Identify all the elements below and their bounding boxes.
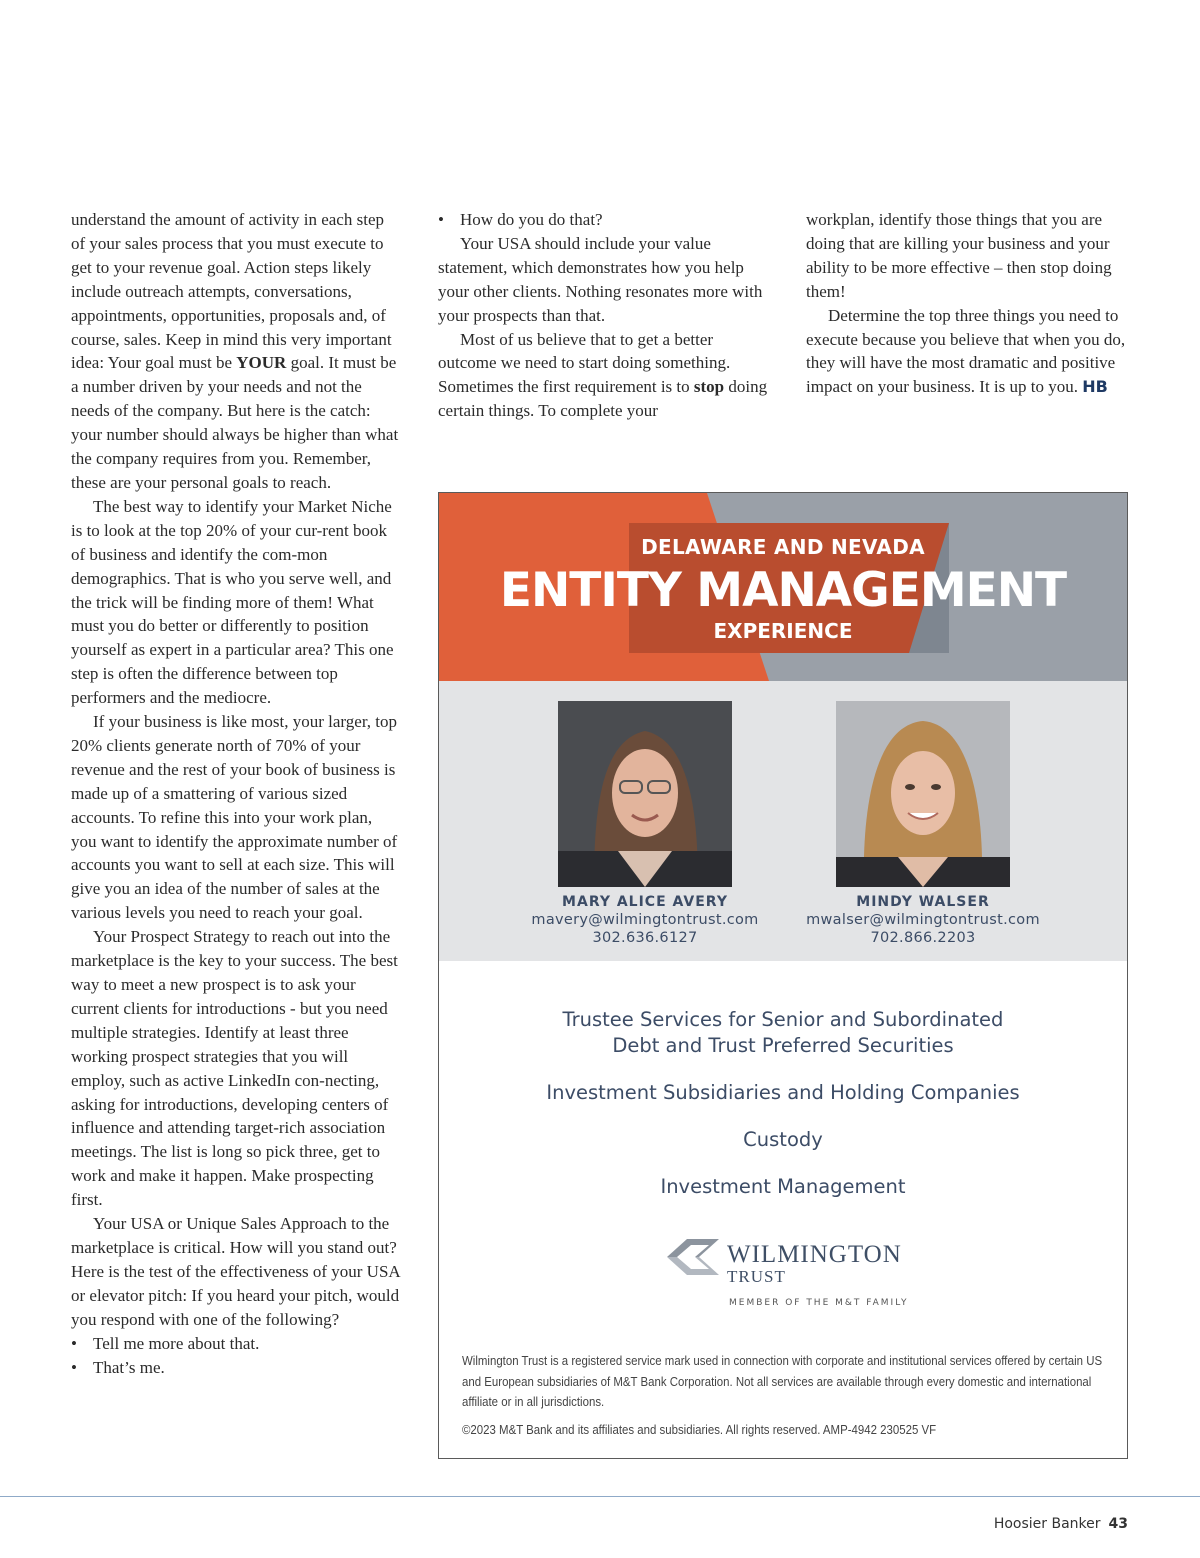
paragraph-value-statement: Your USA should include your value statement, which demonstrates how you help your other clients. Nothing resonates more with your prospects than that. xyxy=(438,233,763,325)
logo-wordmark: WILMINGTON xyxy=(727,1241,902,1268)
disclaimer-text: Wilmington Trust is a registered service mark used in connection with corporate and institutional services offered by certain US and European subsidiaries of M&T Bank Corporation. Not all services are available through every domestic and international affiliate or in all jurisdictions. xyxy=(462,1353,1103,1409)
publication-name: Hoosier Banker xyxy=(993,1516,1101,1532)
services-list xyxy=(439,1007,1127,1221)
paragraph-top-clients: If your business is like most, your larger, top 20% clients generate north of 70% of your revenue and the rest of your book of business is made up of a smattering of various sized accounts. To refine this into your work plan, you want to identify the approximate number of accounts you want to sell at each size. This will give you an idea of the number of sales at the various levels you need to reach your goal. xyxy=(71,712,398,923)
logo-tagline: MEMBER OF THE M&T FAMILY xyxy=(729,1298,909,1308)
contact-phone: 702.866.2203 xyxy=(870,930,976,946)
contact-email[interactable]: mwalser@wilmingtontrust.com xyxy=(806,912,1040,928)
contacts-panel xyxy=(439,681,1127,961)
wilmington-trust-mark-icon xyxy=(665,1237,721,1277)
service-item: Investment Management xyxy=(660,1175,906,1198)
emphasis-stop: stop xyxy=(693,377,725,397)
ad-kicker: DELAWARE AND NEVADA xyxy=(641,535,925,559)
list-item: • How do you do that? xyxy=(438,208,773,232)
paragraph-top-three: Determine the top three things you need to execute because you believe that when you do, they will have the most dramatic and positive impact on your business. It is up to you. HB xyxy=(806,305,1126,397)
copyright-text: ©2023 M&T Bank and its affiliates and subsidiaries. All rights reserved. AMP-4942 230525 VF xyxy=(462,1421,937,1437)
paragraph-usa: Your USA or Unique Sales Approach to the marketplace is critical. How will you stand out? Here is the test of the effectiveness of your USA or elevator pitch: If you heard your pitch, would you respond with one of the following? xyxy=(71,1214,400,1329)
article-column-3 xyxy=(806,208,1136,399)
contact-name: MINDY WALSER xyxy=(856,894,990,910)
list-item: • That’s me. xyxy=(71,1356,401,1380)
bullet-icon: • xyxy=(71,1357,77,1377)
bullet-icon: • xyxy=(71,1333,77,1353)
paragraph-market-niche: The best way to identify your Market Niche is to look at the top 20% of your cur-rent book of business and identify the com-mon demographics. That is who you serve well, and the trick will be finding more of them! What must you do better or differently to position yourself as expert in a particular area? This one step is often the difference between top performers and the mediocre. xyxy=(71,496,394,708)
ad-subtitle: EXPERIENCE xyxy=(713,619,853,643)
page-footer xyxy=(994,1516,1128,1532)
paragraph-workplan: workplan, identify those things that you are doing that are killing your business and your ability to be more effective – then stop doing them! xyxy=(806,210,1112,301)
contact-phone: 302.636.6127 xyxy=(592,930,698,946)
paragraph-better-outcome: Most of us believe that to get a better outcome we need to start doing something. Sometimes the first requirement is to stop doing certain things. To complete your xyxy=(438,329,768,421)
portrait-photo xyxy=(558,701,732,887)
footer-divider xyxy=(0,1496,1200,1497)
service-item: Investment Subsidiaries and Holding Companies xyxy=(546,1081,1020,1104)
paragraph-goal: understand the amount of activity in each step of your sales process that you must execute to get to your revenue goal. Action steps likely include outreach attempts, conversations, appointments, opportunities, proposals and, of course, sales. Keep in mind this very important idea: Your goal must be YOUR goal. It must be a number driven by your needs and not the needs of the company. But here is the catch: your number should always be higher than what the company requires from you. Remember, these are your personal goals to reach. xyxy=(71,210,399,492)
service-item: Custody xyxy=(743,1128,823,1151)
article-column-1 xyxy=(71,208,401,1379)
bullet-icon: • xyxy=(438,210,444,229)
wilmington-trust-logo xyxy=(665,1237,909,1311)
list-item: • Tell me more about that. xyxy=(71,1332,401,1356)
logo-wordmark-trust: TRUST xyxy=(727,1267,786,1286)
ad-title: ENTITY MANAGEMENT xyxy=(499,563,1067,618)
contact-email[interactable]: mavery@wilmingtontrust.com xyxy=(531,912,759,928)
article-column-2 xyxy=(438,208,773,423)
emphasis-your: YOUR xyxy=(236,353,287,373)
advertisement xyxy=(438,492,1128,1459)
page-number: 43 xyxy=(1108,1516,1128,1532)
end-mark-logo: HB xyxy=(1082,377,1108,397)
contact-card xyxy=(525,701,765,947)
contact-name: MARY ALICE AVERY xyxy=(562,894,728,910)
paragraph-prospect-strategy: Your Prospect Strategy to reach out into the marketplace is the key to your success. The best way to meet a new prospect is to ask your current clients for introductions - but you need multiple strategies. Identify at least three working prospect strategies that you will employ, such as active LinkedIn con-necting, asking for introductions, developing centers of influence and attending target-rich association meetings. The list is long so pick three, get to work and make it happen. Make prospecting first. xyxy=(71,927,398,1210)
legal-disclaimer xyxy=(462,1351,1111,1447)
service-item: Trustee Services for Senior and Subordinated Debt and Trust Preferred Securities xyxy=(562,1008,1004,1057)
contact-card xyxy=(803,701,1043,947)
portrait-photo xyxy=(836,701,1010,887)
